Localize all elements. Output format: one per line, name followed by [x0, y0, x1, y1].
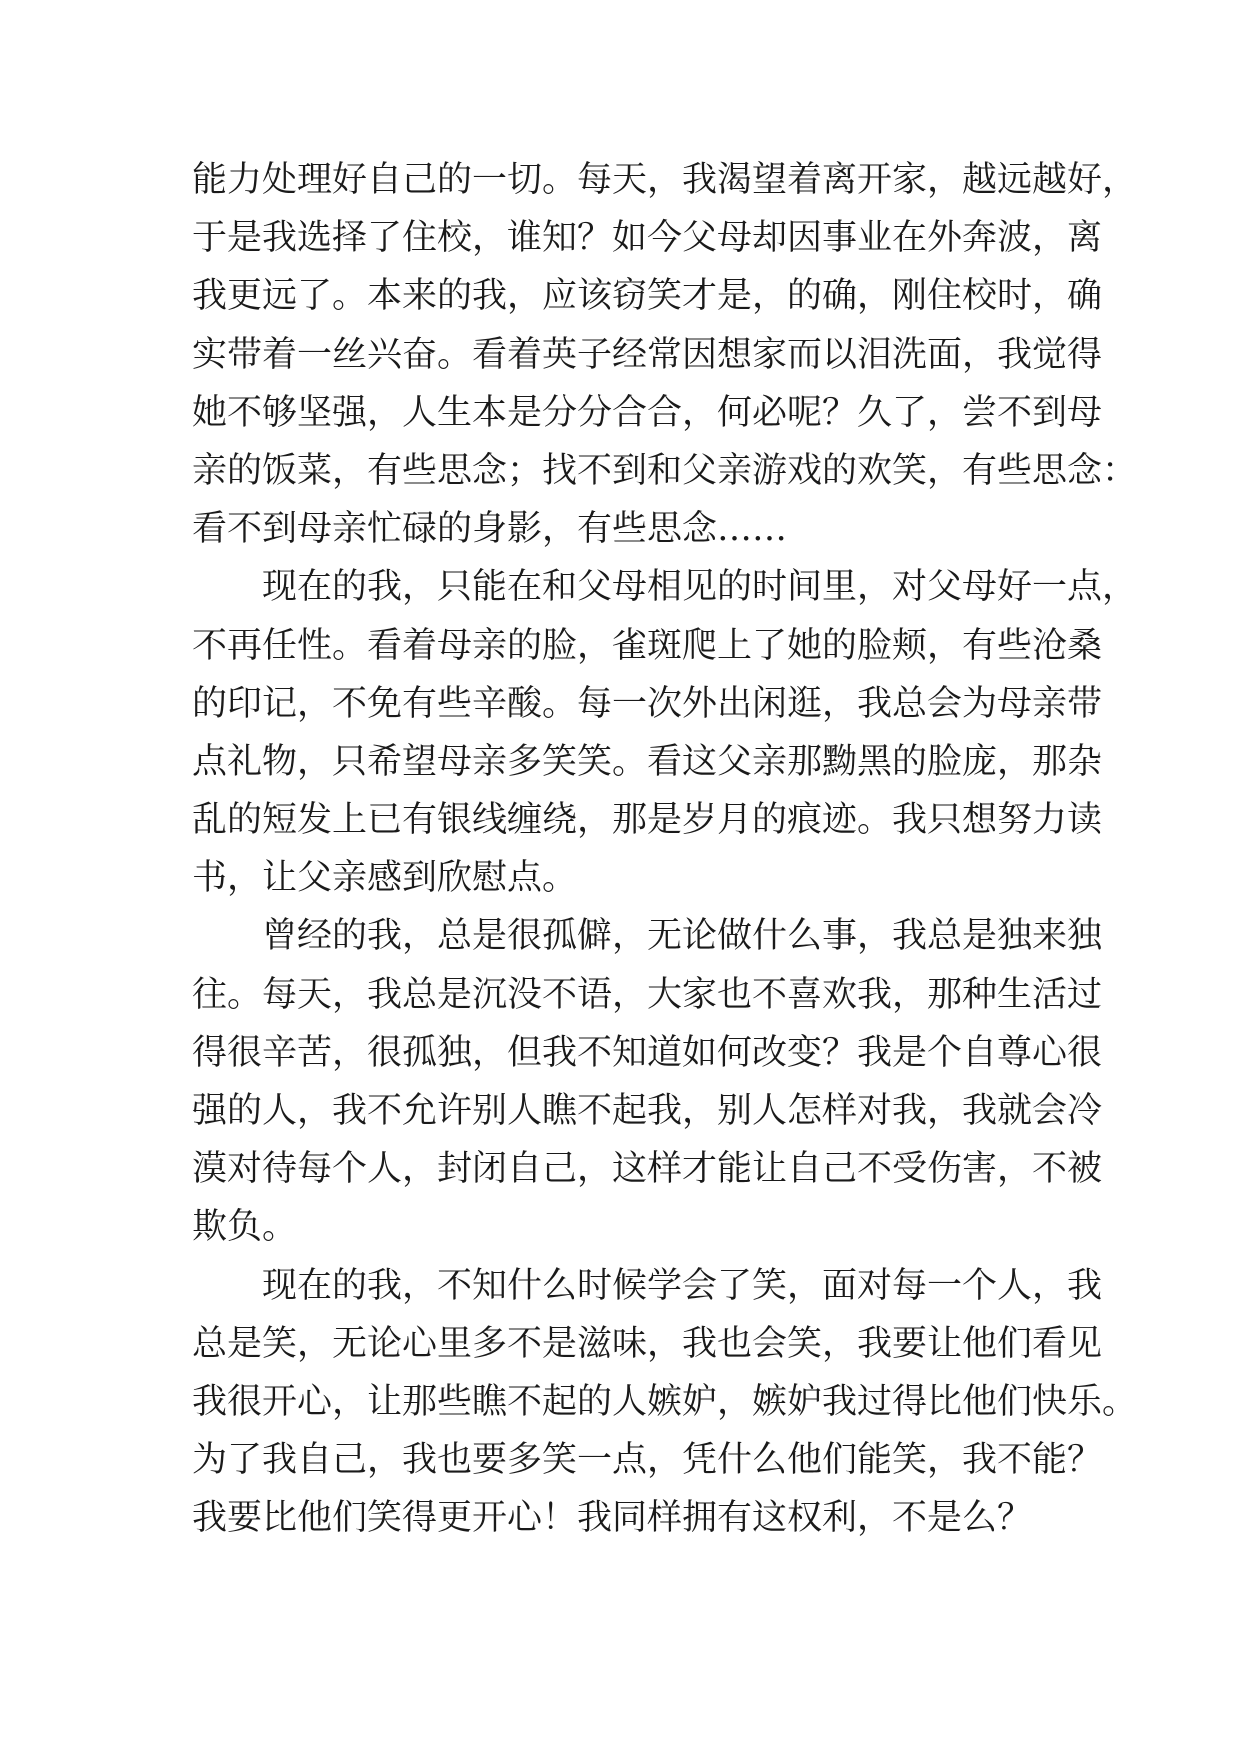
text-line: 点礼物，只希望母亲多笑笑。看这父亲那黝黑的脸庞，那杂 [192, 741, 1103, 782]
text-line: 为了我自己，我也要多笑一点，凭什么他们能笑，我不能？ [192, 1440, 1103, 1481]
text-line: 乱的短发上已有银线缠绕，那是岁月的痕迹。我只想努力读 [192, 800, 1103, 841]
text-line: 实带着一丝兴奋。看着英子经常因想家而以泪洗面，我觉得 [192, 334, 1103, 375]
text-line: 欺负。 [192, 1207, 298, 1248]
text-line: 强的人，我不允许别人瞧不起我，别人怎样对我，我就会冷 [192, 1091, 1103, 1131]
text-line: 往。每天，我总是沉没不语，大家也不喜欢我，那种生活过 [192, 974, 1103, 1015]
text-line: 的印记，不免有些辛酸。每一次外出闲逛，我总会为母亲带 [192, 683, 1103, 724]
text-line: 我很开心，让那些瞧不起的人嫉妒，嫉妒我过得比他们快乐。 [192, 1381, 1138, 1422]
paragraph-first-line: 曾经的我，总是很孤僻，无论做什么事，我总是独来独 [262, 916, 1103, 957]
text-line: 得很辛苦，很孤独，但我不知道如何改变？我是个自尊心很 [192, 1032, 1103, 1073]
text-line: 能力处理好自己的一切。每天，我渴望着离开家，越远越好， [192, 160, 1138, 200]
text-line: 我要比他们笑得更开心！我同样拥有这权利，不是么？ [192, 1498, 1033, 1539]
text-line: 漠对待每个人，封闭自己，这样才能让自己不受伤害，不被 [192, 1149, 1103, 1190]
text-line: 不再任性。看着母亲的脸，雀斑爬上了她的脸颊，有些沧桑 [192, 625, 1103, 666]
text-line: 她不够坚强，人生本是分分合合，何必呢？久了，尝不到母 [192, 392, 1103, 433]
text-line: 亲的饭菜，有些思念；找不到和父亲游戏的欢笑，有些思念： [192, 450, 1138, 491]
text-line: 看不到母亲忙碌的身影，有些思念…… [192, 509, 788, 550]
paragraph-first-line: 现在的我，不知什么时候学会了笑，面对每一个人，我 [262, 1265, 1103, 1306]
text-line: 我更远了。本来的我，应该窃笑才是，的确，刚住校时，确 [192, 276, 1103, 317]
essay-body [192, 151, 1138, 1548]
text-line: 于是我选择了住校，谁知？如今父母却因事业在外奔波，离 [192, 218, 1103, 259]
text-line: 总是笑，无论心里多不是滋味，我也会笑，我要让他们看见 [192, 1323, 1103, 1364]
paragraph-first-line: 现在的我，只能在和父母相见的时间里，对父母好一点， [262, 567, 1138, 608]
text-line: 书，让父亲感到欣慰点。 [192, 858, 578, 899]
